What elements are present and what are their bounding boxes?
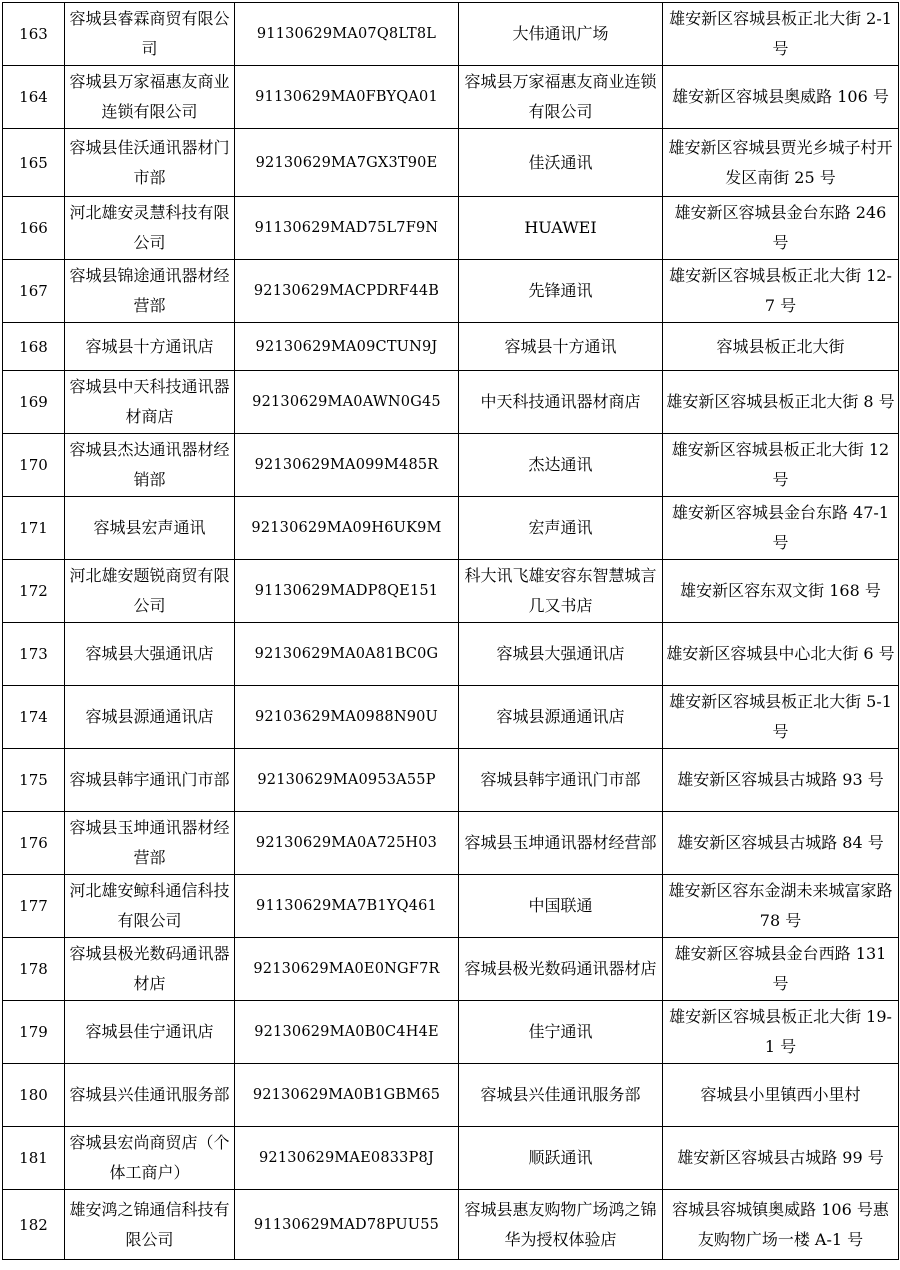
shop-name-cell: 宏声通讯 (459, 497, 663, 560)
address-cell: 雄安新区容城县板正北大街 12-7 号 (663, 260, 899, 323)
shop-name-cell: 科大讯飞雄安容东智慧城言几又书店 (459, 560, 663, 623)
shop-name-cell: HUAWEI (459, 197, 663, 260)
address-cell: 雄安新区容东双文街 168 号 (663, 560, 899, 623)
credit-code-cell: 92130629MA09CTUN9J (235, 323, 459, 371)
shop-name-cell: 容城县万家福惠友商业连锁有限公司 (459, 66, 663, 129)
shop-name-cell: 佳沃通讯 (459, 129, 663, 197)
shop-name-cell: 顺跃通讯 (459, 1127, 663, 1190)
company-name-cell: 容城县杰达通讯器材经销部 (65, 434, 235, 497)
address-cell: 雄安新区容城县板正北大街 5-1 号 (663, 686, 899, 749)
credit-code-cell: 91130629MA0FBYQA01 (235, 66, 459, 129)
shop-name-cell: 容城县韩宇通讯门市部 (459, 749, 663, 812)
row-number-cell: 171 (3, 497, 65, 560)
credit-code-cell: 92130629MA099M485R (235, 434, 459, 497)
address-cell: 雄安新区容城县板正北大街 12 号 (663, 434, 899, 497)
table-row (3, 434, 899, 497)
credit-code-cell: 92130629MA0E0NGF7R (235, 938, 459, 1001)
row-number-cell: 165 (3, 129, 65, 197)
shop-name-cell: 容城县大强通讯店 (459, 623, 663, 686)
shop-name-cell: 佳宁通讯 (459, 1001, 663, 1064)
address-cell: 雄安新区容东金湖未来城富家路 78 号 (663, 875, 899, 938)
credit-code-cell: 92130629MA0B0C4H4E (235, 1001, 459, 1064)
company-name-cell: 容城县佳沃通讯器材门市部 (65, 129, 235, 197)
table-row (3, 371, 899, 434)
table-row (3, 749, 899, 812)
row-number-cell: 177 (3, 875, 65, 938)
shop-name-cell: 先锋通讯 (459, 260, 663, 323)
shop-name-cell: 容城县十方通讯 (459, 323, 663, 371)
table-row (3, 1001, 899, 1064)
address-cell: 雄安新区容城县古城路 93 号 (663, 749, 899, 812)
company-name-cell: 容城县睿霖商贸有限公司 (65, 3, 235, 66)
company-name-cell: 容城县锦途通讯器材经营部 (65, 260, 235, 323)
table-row (3, 197, 899, 260)
merchant-table-body (3, 3, 899, 1260)
credit-code-cell: 92130629MACPDRF44B (235, 260, 459, 323)
company-name-cell: 容城县兴佳通讯服务部 (65, 1064, 235, 1127)
address-cell: 雄安新区容城县古城路 99 号 (663, 1127, 899, 1190)
row-number-cell: 163 (3, 3, 65, 66)
shop-name-cell: 容城县玉坤通讯器材经营部 (459, 812, 663, 875)
row-number-cell: 166 (3, 197, 65, 260)
address-cell: 雄安新区容城县古城路 84 号 (663, 812, 899, 875)
row-number-cell: 173 (3, 623, 65, 686)
table-row (3, 129, 899, 197)
credit-code-cell: 92130629MAE0833P8J (235, 1127, 459, 1190)
shop-name-cell: 中国联通 (459, 875, 663, 938)
shop-name-cell: 容城县惠友购物广场鸿之锦华为授权体验店 (459, 1190, 663, 1260)
table-row (3, 812, 899, 875)
shop-name-cell: 大伟通讯广场 (459, 3, 663, 66)
credit-code-cell: 92103629MA0988N90U (235, 686, 459, 749)
company-name-cell: 容城县韩宇通讯门市部 (65, 749, 235, 812)
table-row (3, 66, 899, 129)
address-cell: 雄安新区容城县板正北大街 8 号 (663, 371, 899, 434)
shop-name-cell: 杰达通讯 (459, 434, 663, 497)
credit-code-cell: 91130629MA07Q8LT8L (235, 3, 459, 66)
address-cell: 雄安新区容城县金台西路 131 号 (663, 938, 899, 1001)
company-name-cell: 容城县十方通讯店 (65, 323, 235, 371)
table-row (3, 3, 899, 66)
company-name-cell: 河北雄安题锐商贸有限公司 (65, 560, 235, 623)
address-cell: 容城县板正北大街 (663, 323, 899, 371)
address-cell: 雄安新区容城县金台东路 47-1 号 (663, 497, 899, 560)
row-number-cell: 180 (3, 1064, 65, 1127)
company-name-cell: 河北雄安灵慧科技有限公司 (65, 197, 235, 260)
company-name-cell: 雄安鸿之锦通信科技有限公司 (65, 1190, 235, 1260)
table-row (3, 323, 899, 371)
row-number-cell: 170 (3, 434, 65, 497)
table-row (3, 875, 899, 938)
table-row (3, 497, 899, 560)
row-number-cell: 168 (3, 323, 65, 371)
credit-code-cell: 92130629MA0953A55P (235, 749, 459, 812)
row-number-cell: 182 (3, 1190, 65, 1260)
row-number-cell: 178 (3, 938, 65, 1001)
table-row (3, 260, 899, 323)
credit-code-cell: 91130629MAD78PUU55 (235, 1190, 459, 1260)
table-row (3, 560, 899, 623)
address-cell: 雄安新区容城县板正北大街 19-1 号 (663, 1001, 899, 1064)
credit-code-cell: 91130629MA7B1YQ461 (235, 875, 459, 938)
company-name-cell: 容城县宏声通讯 (65, 497, 235, 560)
shop-name-cell: 容城县兴佳通讯服务部 (459, 1064, 663, 1127)
company-name-cell: 容城县玉坤通讯器材经营部 (65, 812, 235, 875)
company-name-cell: 河北雄安鲸科通信科技有限公司 (65, 875, 235, 938)
credit-code-cell: 92130629MA0AWN0G45 (235, 371, 459, 434)
credit-code-cell: 92130629MA0A81BC0G (235, 623, 459, 686)
row-number-cell: 174 (3, 686, 65, 749)
shop-name-cell: 容城县源通通讯店 (459, 686, 663, 749)
company-name-cell: 容城县中天科技通讯器材商店 (65, 371, 235, 434)
shop-name-cell: 中天科技通讯器材商店 (459, 371, 663, 434)
credit-code-cell: 91130629MADP8QE151 (235, 560, 459, 623)
row-number-cell: 164 (3, 66, 65, 129)
row-number-cell: 169 (3, 371, 65, 434)
credit-code-cell: 92130629MA7GX3T90E (235, 129, 459, 197)
credit-code-cell: 92130629MA0B1GBM65 (235, 1064, 459, 1127)
table-row (3, 686, 899, 749)
row-number-cell: 175 (3, 749, 65, 812)
shop-name-cell: 容城县极光数码通讯器材店 (459, 938, 663, 1001)
credit-code-cell: 92130629MA0A725H03 (235, 812, 459, 875)
company-name-cell: 容城县万家福惠友商业连锁有限公司 (65, 66, 235, 129)
company-name-cell: 容城县佳宁通讯店 (65, 1001, 235, 1064)
company-name-cell: 容城县宏尚商贸店（个体工商户） (65, 1127, 235, 1190)
row-number-cell: 179 (3, 1001, 65, 1064)
company-name-cell: 容城县大强通讯店 (65, 623, 235, 686)
row-number-cell: 172 (3, 560, 65, 623)
address-cell: 雄安新区容城县贾光乡城子村开发区南街 25 号 (663, 129, 899, 197)
address-cell: 容城县小里镇西小里村 (663, 1064, 899, 1127)
row-number-cell: 176 (3, 812, 65, 875)
credit-code-cell: 91130629MAD75L7F9N (235, 197, 459, 260)
address-cell: 雄安新区容城县金台东路 246 号 (663, 197, 899, 260)
company-name-cell: 容城县极光数码通讯器材店 (65, 938, 235, 1001)
row-number-cell: 181 (3, 1127, 65, 1190)
table-row (3, 1064, 899, 1127)
address-cell: 雄安新区容城县奥威路 106 号 (663, 66, 899, 129)
address-cell: 容城县容城镇奥威路 106 号惠友购物广场一楼 A-1 号 (663, 1190, 899, 1260)
address-cell: 雄安新区容城县板正北大街 2-1 号 (663, 3, 899, 66)
address-cell: 雄安新区容城县中心北大街 6 号 (663, 623, 899, 686)
company-name-cell: 容城县源通通讯店 (65, 686, 235, 749)
table-row (3, 1127, 899, 1190)
credit-code-cell: 92130629MA09H6UK9M (235, 497, 459, 560)
table-row (3, 1190, 899, 1260)
table-row (3, 623, 899, 686)
merchant-table (2, 2, 899, 1260)
table-row (3, 938, 899, 1001)
row-number-cell: 167 (3, 260, 65, 323)
